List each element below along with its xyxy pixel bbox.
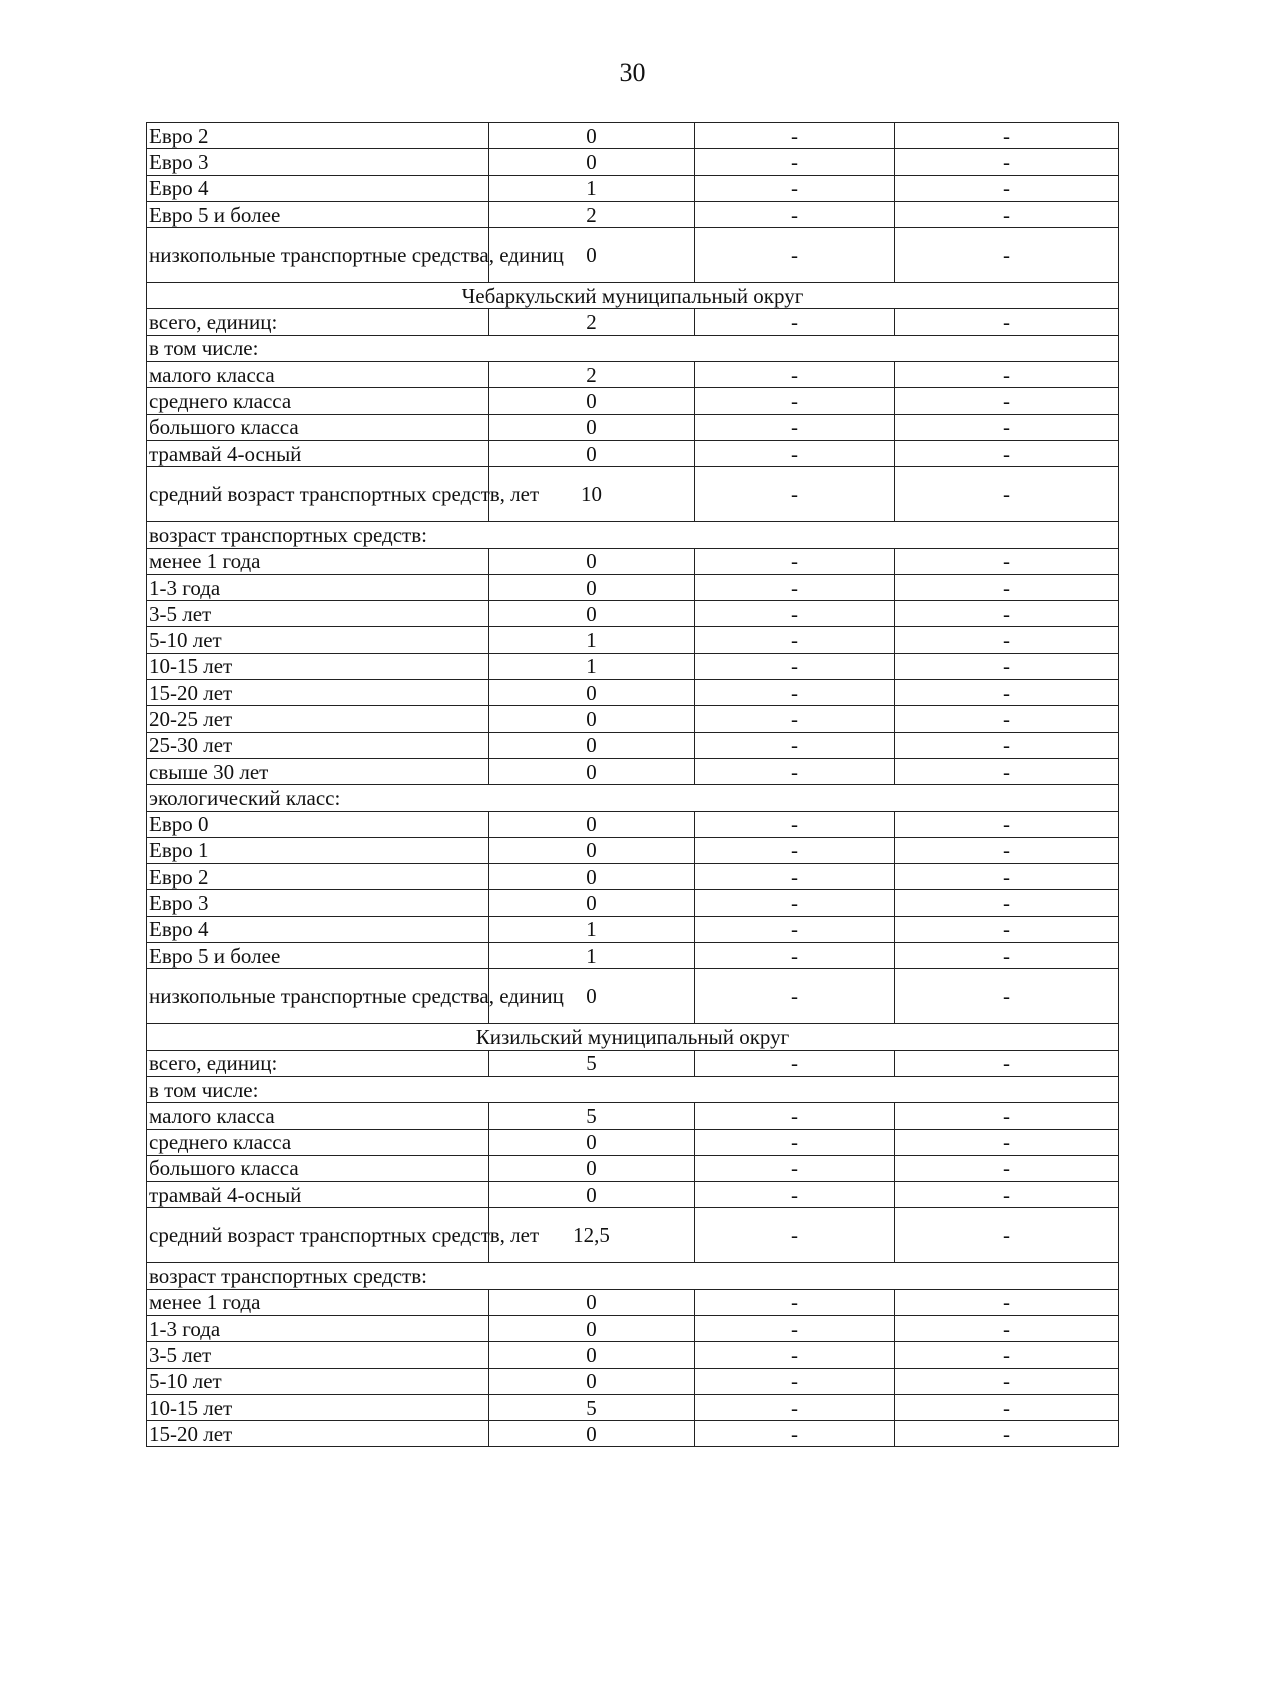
- value-cell-3: -: [895, 362, 1119, 388]
- value-cell-1: 2: [489, 362, 695, 388]
- value-cell-3: -: [895, 548, 1119, 574]
- row-label: Евро 3: [147, 890, 489, 916]
- section-title: Кизильский муниципальный округ: [147, 1024, 1119, 1050]
- subheading-label: в том числе:: [147, 1076, 1119, 1102]
- value-cell-3: -: [895, 440, 1119, 466]
- table-row: [147, 864, 1119, 890]
- row-label: низкопольные транспортные средства, единиц: [147, 969, 489, 1024]
- value-cell-1: 0: [489, 414, 695, 440]
- page-number: 30: [619, 58, 646, 87]
- table-row: [147, 149, 1119, 175]
- value-cell-1: 0: [489, 1342, 695, 1368]
- value-cell-3: -: [895, 706, 1119, 732]
- row-label: менее 1 года: [147, 548, 489, 574]
- value-cell-3: -: [895, 574, 1119, 600]
- table-row: [147, 574, 1119, 600]
- value-cell-3: -: [895, 309, 1119, 335]
- value-cell-3: -: [895, 123, 1119, 149]
- value-cell-1: 5: [489, 1050, 695, 1076]
- value-cell-1: 0: [489, 1155, 695, 1181]
- value-cell-3: -: [895, 864, 1119, 890]
- value-cell-1: 0: [489, 732, 695, 758]
- value-cell-3: -: [895, 1421, 1119, 1447]
- value-cell-1: 0: [489, 574, 695, 600]
- value-cell-2: -: [695, 1368, 895, 1394]
- subheading-label: в том числе:: [147, 335, 1119, 361]
- table-row: [147, 1103, 1119, 1129]
- value-cell-2: -: [695, 1155, 895, 1181]
- table-row: [147, 706, 1119, 732]
- subheading-label: возраст транспортных средств:: [147, 522, 1119, 548]
- subheading-row: [147, 335, 1119, 361]
- value-cell-2: -: [695, 653, 895, 679]
- row-label: 5-10 лет: [147, 627, 489, 653]
- row-label: большого класса: [147, 414, 489, 440]
- value-cell-3: -: [895, 1342, 1119, 1368]
- value-cell-3: -: [895, 811, 1119, 837]
- value-cell-2: -: [695, 890, 895, 916]
- row-label: менее 1 года: [147, 1289, 489, 1315]
- value-cell-3: -: [895, 149, 1119, 175]
- table-row: [147, 1421, 1119, 1447]
- value-cell-3: -: [895, 627, 1119, 653]
- value-cell-2: -: [695, 706, 895, 732]
- value-cell-3: -: [895, 732, 1119, 758]
- value-cell-1: 5: [489, 1394, 695, 1420]
- value-cell-3: -: [895, 1208, 1119, 1263]
- row-label: 10-15 лет: [147, 653, 489, 679]
- value-cell-1: 0: [489, 123, 695, 149]
- row-label: 10-15 лет: [147, 1394, 489, 1420]
- section-title: Чебаркульский муниципальный округ: [147, 283, 1119, 309]
- value-cell-3: -: [895, 1155, 1119, 1181]
- table-row: [147, 1208, 1119, 1263]
- value-cell-3: -: [895, 680, 1119, 706]
- table-row: [147, 943, 1119, 969]
- value-cell-3: -: [895, 1394, 1119, 1420]
- value-cell-3: -: [895, 467, 1119, 522]
- value-cell-1: 2: [489, 201, 695, 227]
- table-row: [147, 627, 1119, 653]
- row-label: Евро 0: [147, 811, 489, 837]
- subheading-label: возраст транспортных средств:: [147, 1263, 1119, 1289]
- value-cell-1: 0: [489, 388, 695, 414]
- value-cell-1: 10: [489, 467, 695, 522]
- value-cell-1: 0: [489, 228, 695, 283]
- value-cell-1: 0: [489, 758, 695, 784]
- value-cell-3: -: [895, 414, 1119, 440]
- table-row: [147, 969, 1119, 1024]
- value-cell-1: 0: [489, 1289, 695, 1315]
- row-label: Евро 1: [147, 837, 489, 863]
- value-cell-2: -: [695, 837, 895, 863]
- value-cell-3: -: [895, 758, 1119, 784]
- value-cell-1: 12,5: [489, 1208, 695, 1263]
- row-label: среднего класса: [147, 1129, 489, 1155]
- value-cell-1: 0: [489, 1368, 695, 1394]
- value-cell-3: -: [895, 837, 1119, 863]
- value-cell-2: -: [695, 680, 895, 706]
- value-cell-1: 1: [489, 175, 695, 201]
- value-cell-2: -: [695, 574, 895, 600]
- row-label: трамвай 4-осный: [147, 440, 489, 466]
- row-label: 20-25 лет: [147, 706, 489, 732]
- table-row: [147, 811, 1119, 837]
- value-cell-3: -: [895, 1182, 1119, 1208]
- row-label: 1-3 года: [147, 1315, 489, 1341]
- row-label: 15-20 лет: [147, 1421, 489, 1447]
- value-cell-2: -: [695, 969, 895, 1024]
- value-cell-2: -: [695, 440, 895, 466]
- value-cell-1: 0: [489, 440, 695, 466]
- table-row: [147, 388, 1119, 414]
- section-row: [147, 1024, 1119, 1050]
- table-row: [147, 680, 1119, 706]
- subheading-row: [147, 785, 1119, 811]
- value-cell-1: 0: [489, 548, 695, 574]
- value-cell-2: -: [695, 388, 895, 414]
- row-label: трамвай 4-осный: [147, 1182, 489, 1208]
- row-label: 1-3 года: [147, 574, 489, 600]
- table-row: [147, 837, 1119, 863]
- value-cell-3: -: [895, 916, 1119, 942]
- value-cell-3: -: [895, 943, 1119, 969]
- value-cell-3: -: [895, 1289, 1119, 1315]
- value-cell-1: 0: [489, 837, 695, 863]
- value-cell-2: -: [695, 864, 895, 890]
- value-cell-2: -: [695, 1342, 895, 1368]
- table-row: [147, 1050, 1119, 1076]
- table-body: [147, 123, 1119, 1447]
- value-cell-2: -: [695, 1129, 895, 1155]
- table-row: [147, 440, 1119, 466]
- value-cell-3: -: [895, 201, 1119, 227]
- subheading-row: [147, 1076, 1119, 1102]
- value-cell-1: 0: [489, 1182, 695, 1208]
- table-row: [147, 1342, 1119, 1368]
- table-row: [147, 309, 1119, 335]
- value-cell-1: 0: [489, 149, 695, 175]
- value-cell-1: 0: [489, 811, 695, 837]
- value-cell-1: 0: [489, 864, 695, 890]
- value-cell-2: -: [695, 467, 895, 522]
- value-cell-1: 0: [489, 680, 695, 706]
- value-cell-2: -: [695, 916, 895, 942]
- value-cell-2: -: [695, 1289, 895, 1315]
- row-label: Евро 5 и более: [147, 943, 489, 969]
- table-row: [147, 467, 1119, 522]
- row-label: 3-5 лет: [147, 1342, 489, 1368]
- value-cell-1: 2: [489, 309, 695, 335]
- row-label: Евро 4: [147, 916, 489, 942]
- value-cell-2: -: [695, 149, 895, 175]
- row-label: Евро 2: [147, 123, 489, 149]
- row-label: 3-5 лет: [147, 601, 489, 627]
- value-cell-3: -: [895, 388, 1119, 414]
- table-row: [147, 732, 1119, 758]
- row-label: свыше 30 лет: [147, 758, 489, 784]
- value-cell-2: -: [695, 601, 895, 627]
- row-label: Евро 2: [147, 864, 489, 890]
- value-cell-2: -: [695, 228, 895, 283]
- value-cell-1: 1: [489, 627, 695, 653]
- value-cell-1: 1: [489, 653, 695, 679]
- table-row: [147, 548, 1119, 574]
- subheading-row: [147, 522, 1119, 548]
- row-label: всего, единиц:: [147, 309, 489, 335]
- value-cell-1: 1: [489, 916, 695, 942]
- transport-statistics-table: [146, 122, 1119, 1447]
- value-cell-1: 0: [489, 706, 695, 732]
- value-cell-2: -: [695, 201, 895, 227]
- value-cell-1: 0: [489, 890, 695, 916]
- table-row: [147, 890, 1119, 916]
- row-label: низкопольные транспортные средства, единиц: [147, 228, 489, 283]
- row-label: большого класса: [147, 1155, 489, 1181]
- value-cell-2: -: [695, 1421, 895, 1447]
- value-cell-3: -: [895, 601, 1119, 627]
- value-cell-1: 0: [489, 601, 695, 627]
- value-cell-3: -: [895, 890, 1119, 916]
- table-row: [147, 175, 1119, 201]
- subheading-row: [147, 1263, 1119, 1289]
- row-label: малого класса: [147, 1103, 489, 1129]
- table-row: [147, 1368, 1119, 1394]
- value-cell-2: -: [695, 548, 895, 574]
- value-cell-3: -: [895, 1129, 1119, 1155]
- row-label: Евро 3: [147, 149, 489, 175]
- row-label: 15-20 лет: [147, 680, 489, 706]
- value-cell-3: -: [895, 228, 1119, 283]
- value-cell-3: -: [895, 1103, 1119, 1129]
- table-row: [147, 653, 1119, 679]
- value-cell-2: -: [695, 123, 895, 149]
- table-row: [147, 1289, 1119, 1315]
- value-cell-2: -: [695, 811, 895, 837]
- value-cell-2: -: [695, 1182, 895, 1208]
- table-row: [147, 1129, 1119, 1155]
- row-label: 25-30 лет: [147, 732, 489, 758]
- value-cell-1: 5: [489, 1103, 695, 1129]
- value-cell-3: -: [895, 1368, 1119, 1394]
- table-row: [147, 1315, 1119, 1341]
- value-cell-1: 0: [489, 1315, 695, 1341]
- value-cell-1: 0: [489, 969, 695, 1024]
- value-cell-2: -: [695, 1208, 895, 1263]
- value-cell-2: -: [695, 414, 895, 440]
- value-cell-1: 0: [489, 1421, 695, 1447]
- value-cell-2: -: [695, 1315, 895, 1341]
- value-cell-3: -: [895, 653, 1119, 679]
- value-cell-2: -: [695, 362, 895, 388]
- table-row: [147, 362, 1119, 388]
- subheading-label: экологический класс:: [147, 785, 1119, 811]
- table-row: [147, 601, 1119, 627]
- row-label: Евро 4: [147, 175, 489, 201]
- value-cell-3: -: [895, 1050, 1119, 1076]
- section-row: [147, 283, 1119, 309]
- value-cell-2: -: [695, 627, 895, 653]
- table-row: [147, 1155, 1119, 1181]
- table-row: [147, 414, 1119, 440]
- value-cell-2: -: [695, 1394, 895, 1420]
- table-row: [147, 228, 1119, 283]
- row-label: всего, единиц:: [147, 1050, 489, 1076]
- value-cell-3: -: [895, 175, 1119, 201]
- value-cell-2: -: [695, 732, 895, 758]
- value-cell-1: 0: [489, 1129, 695, 1155]
- table-row: [147, 123, 1119, 149]
- value-cell-2: -: [695, 1050, 895, 1076]
- value-cell-2: -: [695, 758, 895, 784]
- value-cell-2: -: [695, 309, 895, 335]
- row-label: 5-10 лет: [147, 1368, 489, 1394]
- table-row: [147, 1182, 1119, 1208]
- row-label: малого класса: [147, 362, 489, 388]
- row-label: среднего класса: [147, 388, 489, 414]
- row-label: средний возраст транспортных средств, лет: [147, 1208, 489, 1263]
- table-row: [147, 1394, 1119, 1420]
- value-cell-1: 1: [489, 943, 695, 969]
- table-row: [147, 201, 1119, 227]
- value-cell-2: -: [695, 943, 895, 969]
- value-cell-2: -: [695, 175, 895, 201]
- value-cell-3: -: [895, 969, 1119, 1024]
- table-row: [147, 758, 1119, 784]
- row-label: средний возраст транспортных средств, лет: [147, 467, 489, 522]
- row-label: Евро 5 и более: [147, 201, 489, 227]
- table-row: [147, 916, 1119, 942]
- value-cell-2: -: [695, 1103, 895, 1129]
- value-cell-3: -: [895, 1315, 1119, 1341]
